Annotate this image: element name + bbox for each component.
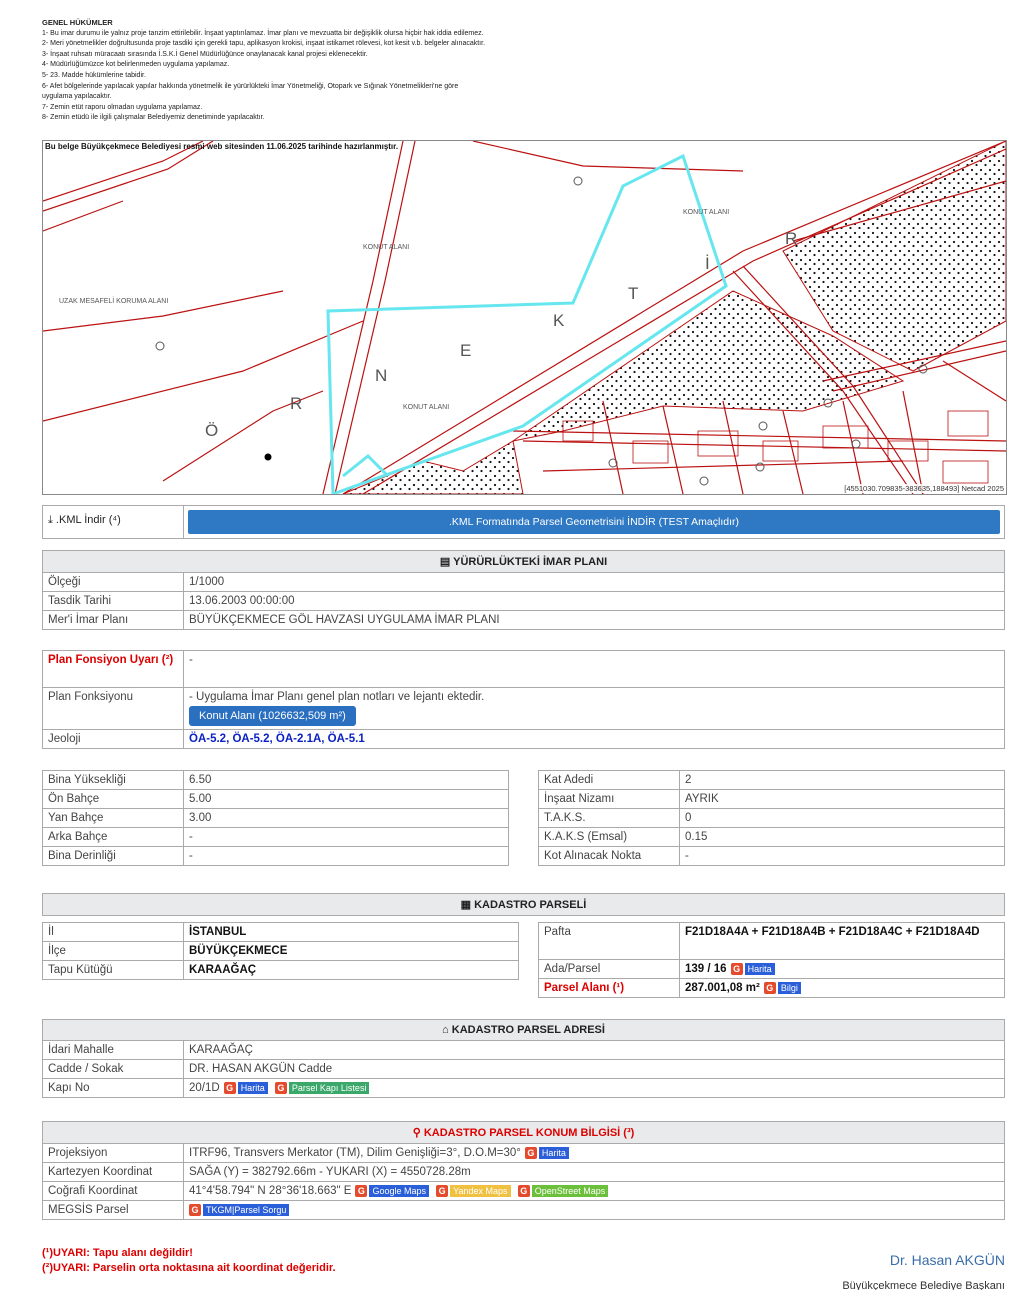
param-label: Ön Bahçe: [43, 790, 184, 809]
kadastro-left-table: [42, 922, 519, 980]
pafta-label: Pafta: [539, 923, 680, 960]
plan-value: 1/1000: [184, 573, 1005, 592]
note-line: 2- Meri yönetmelikler doğrultusunda proje tasdiki için gerekli tapu, aplikasyon krokisi, inşaat istikamet rölevesi, kot kesit v.b. belgeler alınacaktır.: [42, 40, 486, 48]
note-line: 3- İnşaat ruhsatı müracaatı sırasında İ.S.K.İ Genel Müdürlüğünce onaylanacak kanal projesi eklenecektir.: [42, 50, 368, 58]
door-map-button[interactable]: Harita: [238, 1082, 268, 1094]
projection-value: ITRF96, Transvers Merkator (TM), Dilim Genişliği=3°, D.O.M=30°: [189, 1147, 521, 1160]
svg-text:R: R: [290, 394, 303, 413]
address-label: İdari Mahalle: [43, 1041, 184, 1060]
location-table: [42, 1121, 1005, 1220]
notes-title: GENEL HÜKÜMLER: [42, 18, 113, 27]
ada-value: 139 / 16: [685, 963, 727, 976]
svg-text:E: E: [460, 341, 472, 360]
svg-text:Ö: Ö: [205, 421, 219, 440]
building-right-table: [538, 770, 1005, 866]
param-label: Kat Adedi: [539, 771, 680, 790]
ada-map-button[interactable]: Harita: [745, 963, 775, 975]
google-maps-button[interactable]: Google Maps: [369, 1185, 429, 1197]
kml-download-button[interactable]: .KML Formatında Parsel Geometrisini İNDİR (TEST Amaçlıdır): [188, 510, 1000, 534]
signature-title: Büyükçekmece Belediye Başkanı: [842, 1280, 1005, 1290]
parcel-map[interactable]: [42, 140, 1007, 495]
svg-text:K: K: [553, 311, 565, 330]
note-line: 6- Afet bölgelerinde yapılacak yapılar hakkında yönetmelik ile yürürlükteki İmar Yönetmeliği, Otopark ve Sığınak Yönetmelikleri'ne göre: [42, 82, 459, 90]
door-value: 20/1D: [189, 1082, 220, 1095]
map-drawing: [43, 141, 1006, 494]
plan-warning-value: -: [184, 651, 1005, 688]
kadastro-value: İSTANBUL: [184, 923, 519, 942]
param-value: -: [184, 828, 509, 847]
param-label: Kot Alınacak Nokta: [539, 847, 680, 866]
plan-function-value: - Uygulama İmar Planı genel plan notları ve lejantı ektedir.: [189, 691, 485, 703]
door-label: Kapı No: [43, 1079, 184, 1098]
kadastro-header: ▦ KADASTRO PARSELİ: [43, 894, 1005, 916]
param-value: 0.15: [680, 828, 1005, 847]
parcel-area-value: 287.001,08 m²: [685, 982, 760, 995]
info-link-icon[interactable]: G: [764, 982, 776, 994]
general-notes: [42, 18, 742, 124]
plan-value: 13.06.2003 00:00:00: [184, 592, 1005, 611]
svg-text:KONUT ALANI: KONUT ALANI: [403, 404, 450, 411]
param-value: -: [184, 847, 509, 866]
note-line: 5- 23. Madde hükümlerine tabidir.: [42, 71, 146, 79]
warning-1: (¹)UYARI: Tapu alanı değildir!: [42, 1247, 193, 1259]
param-value: 6.50: [184, 771, 509, 790]
param-value: -: [680, 847, 1005, 866]
pin-icon: ⚲: [412, 1127, 424, 1139]
parcel-area-label: Parsel Alanı (¹): [539, 979, 680, 998]
param-value: AYRIK: [680, 790, 1005, 809]
megsis-label: MEGSİS Parsel: [43, 1201, 184, 1220]
kadastro-label: İl: [43, 923, 184, 942]
plan-header: ▤ YÜRÜRLÜKTEKİ İMAR PLANI: [43, 551, 1005, 573]
plan-function-label: Plan Fonksiyonu: [43, 688, 184, 730]
note-line: 4- Müdürlüğümüzce kot belirlenmeden uygulama yapılamaz.: [42, 61, 230, 69]
cartesian-value: SAĞA (Y) = 382792.66m - YUKARI (X) = 4550728.28m: [184, 1163, 1005, 1182]
kadastro-value: KARAAĞAÇ: [184, 961, 519, 980]
pafta-value: F21D18A4A + F21D18A4B + F21D18A4C + F21D18A4D: [680, 923, 1005, 960]
svg-text:R: R: [785, 229, 798, 248]
megsis-link-icon[interactable]: G: [189, 1204, 201, 1216]
yandex-maps-button[interactable]: Yandex Maps: [450, 1185, 510, 1197]
osm-link-icon[interactable]: G: [518, 1185, 530, 1197]
geo-label: Coğrafi Koordinat: [43, 1182, 184, 1201]
projection-label: Projeksiyon: [43, 1144, 184, 1163]
map-stamp: Bu belge Büyükçekmece Belediyesi resmi web sitesinden 11.06.2025 tarihinde hazırlanmıştır.: [45, 142, 399, 151]
note-line: 1- Bu imar durumu ile yalnız proje tanzim ettirilebilir. İnşaat yaptırılamaz. İmar planı ve mevzuatta bir değişiklik olursa hiçbir hak iddia edilemez.: [42, 29, 484, 37]
geology-value[interactable]: ÖA-5.2, ÖA-5.2, ÖA-2.1A, ÖA-5.1: [184, 730, 1005, 749]
yandex-link-icon[interactable]: G: [436, 1185, 448, 1197]
param-label: K.A.K.S (Emsal): [539, 828, 680, 847]
plan-label: Mer'i İmar Planı: [43, 611, 184, 630]
home-icon: ⌂: [442, 1024, 452, 1036]
google-link-icon[interactable]: G: [355, 1185, 367, 1197]
kml-table: [42, 505, 1005, 539]
geology-label: Jeoloji: [43, 730, 184, 749]
param-label: T.A.K.S.: [539, 809, 680, 828]
kml-label: ⤓ .KML İndir (⁴): [43, 506, 184, 539]
param-label: Bina Yüksekliği: [43, 771, 184, 790]
address-label: Cadde / Sokak: [43, 1060, 184, 1079]
svg-text:T: T: [628, 284, 639, 303]
svg-text:İ: İ: [705, 254, 710, 273]
kadastro-right-table: [538, 922, 1005, 998]
kadastro-label: İlçe: [43, 942, 184, 961]
param-value: 3.00: [184, 809, 509, 828]
param-label: Yan Bahçe: [43, 809, 184, 828]
list-link-icon[interactable]: G: [275, 1082, 287, 1094]
map-link-icon[interactable]: G: [731, 963, 743, 975]
download-icon: ⤓: [48, 514, 56, 526]
kadastro-value: BÜYÜKÇEKMECE: [184, 942, 519, 961]
note-line: 8- Zemin etüdü ile ilgili çalışmalar Belediyemiz denetiminde yapılacaktır.: [42, 114, 265, 122]
ada-label: Ada/Parsel: [539, 960, 680, 979]
grid-icon: ▦: [460, 899, 475, 911]
location-header: ⚲ KADASTRO PARSEL KONUM BİLGİSİ (³): [43, 1122, 1005, 1144]
warnings: [42, 1246, 336, 1276]
map-link-icon[interactable]: G: [224, 1082, 236, 1094]
warning-2: (²)UYARI: Parselin orta noktasına ait koordinat değeridir.: [42, 1262, 336, 1274]
svg-text:N: N: [375, 366, 388, 385]
address-value: KARAAĞAÇ: [184, 1041, 1005, 1060]
param-value: 2: [680, 771, 1005, 790]
door-list-button[interactable]: Parsel Kapı Listesi: [289, 1082, 370, 1094]
svg-text:UZAK MESAFELİ KORUMA ALANI: UZAK MESAFELİ KORUMA ALANI: [59, 298, 169, 305]
map-footer: [4551030.709835-383635,188493] Netcad 2025: [844, 484, 1004, 493]
openstreet-maps-button[interactable]: OpenStreet Maps: [532, 1185, 609, 1197]
address-table: [42, 1019, 1005, 1098]
param-label: Bina Derinliği: [43, 847, 184, 866]
note-line: uygulama yapılacaktır.: [42, 93, 112, 101]
parcel-info-button[interactable]: Bilgi: [778, 982, 801, 994]
konut-area-button[interactable]: Konut Alanı (1026632,509 m²): [189, 706, 356, 726]
kadastro-label: Tapu Kütüğü: [43, 961, 184, 980]
geo-value: 41°4'58.794" N 28°36'18.663" E: [189, 1185, 352, 1198]
imar-plan-table: [42, 550, 1005, 630]
plan-warning-label: Plan Fonsiyon Uyarı (²): [43, 651, 184, 688]
cartesian-label: Kartezyen Koordinat: [43, 1163, 184, 1182]
plan-label: Tasdik Tarihi: [43, 592, 184, 611]
note-line: 7- Zemin etüt raporu olmadan uygulama yapılamaz.: [42, 103, 203, 111]
param-value: 0: [680, 809, 1005, 828]
param-value: 5.00: [184, 790, 509, 809]
address-header: ⌂ KADASTRO PARSEL ADRESİ: [43, 1020, 1005, 1041]
plan-value: BÜYÜKÇEKMECE GÖL HAVZASI UYGULAMA İMAR PLANI: [184, 611, 1005, 630]
building-left-table: [42, 770, 509, 866]
address-value: DR. HASAN AKGÜN Cadde: [184, 1060, 1005, 1079]
megsis-button[interactable]: TKGM|Parsel Sorgu: [203, 1204, 289, 1216]
map-link-icon[interactable]: G: [525, 1147, 537, 1159]
param-label: Arka Bahçe: [43, 828, 184, 847]
plan-icon: ▤: [439, 556, 454, 568]
kadastro-header-table: [42, 893, 1005, 916]
projection-map-button[interactable]: Harita: [539, 1147, 569, 1159]
svg-text:KONUT ALANI: KONUT ALANI: [363, 244, 410, 251]
plan-function-table: [42, 650, 1005, 749]
svg-text:KONUT ALANI: KONUT ALANI: [683, 209, 730, 216]
plan-label: Ölçeği: [43, 573, 184, 592]
signature-name: Dr. Hasan AKGÜN: [889, 1252, 1005, 1268]
param-label: İnşaat Nizamı: [539, 790, 680, 809]
